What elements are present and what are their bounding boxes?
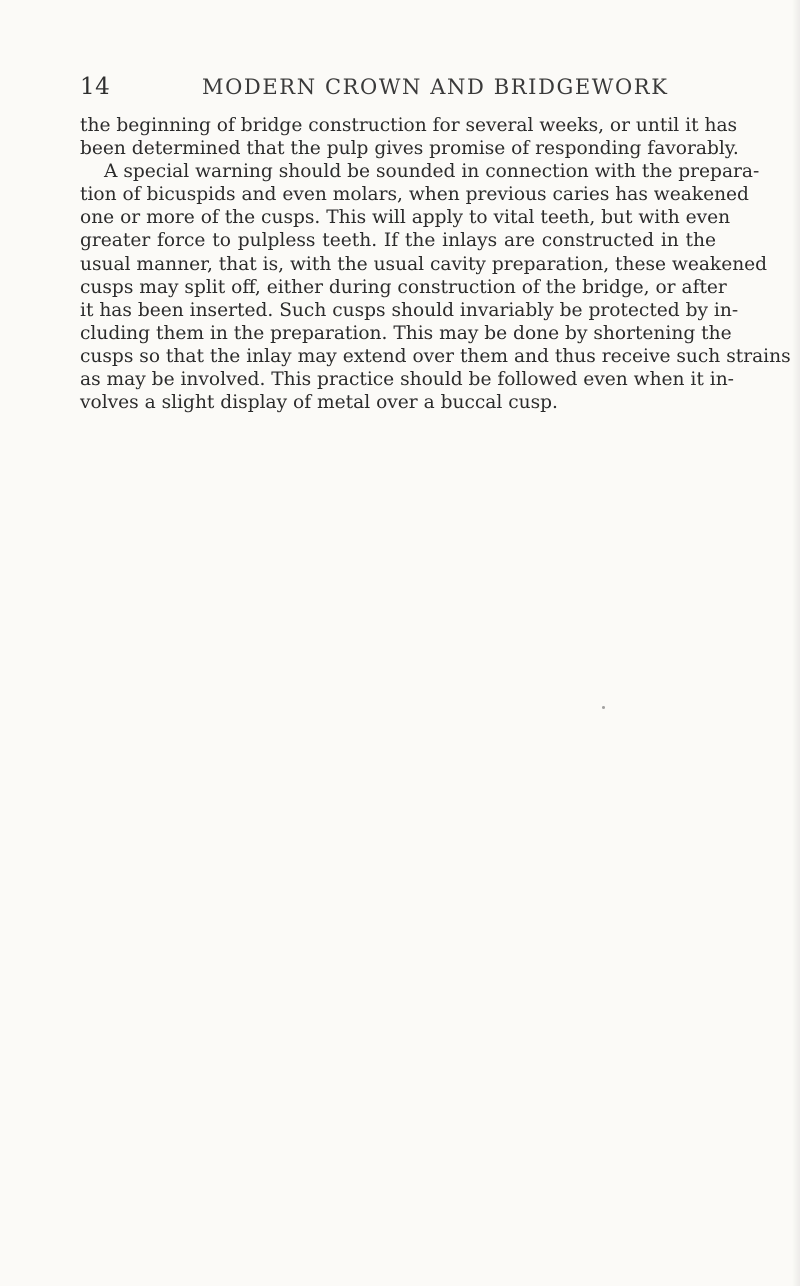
text-line: as may be involved. This practice should be followed even when it in- [80, 369, 734, 391]
text-line: usual manner, that is, with the usual cavity preparation, these weakened [80, 253, 768, 275]
text-line: cluding them in the preparation. This may be done by shortening the [80, 322, 732, 344]
text-line: volves a slight display of metal over a buccal cusp. [80, 392, 558, 414]
running-title: MODERN CROWN AND BRIDGEWORK [202, 75, 669, 99]
text-line: greater force to pulpless teeth. If the inlays are constructed in the [80, 230, 716, 252]
paper-speck [602, 706, 605, 709]
running-head [80, 74, 720, 110]
text-line: it has been inserted. Such cusps should invariably be protected by in- [80, 299, 739, 321]
body-text [80, 114, 791, 414]
page-number: 14 [80, 74, 111, 100]
text-line: cusps so that the inlay may extend over them and thus receive such strains [80, 345, 791, 367]
text-line: one or more of the cusps. This will apply to vital teeth, but with even [80, 207, 731, 229]
text-line: been determined that the pulp gives promise of responding favorably. [80, 138, 739, 160]
text-line: tion of bicuspids and even molars, when previous caries has weakened [80, 184, 749, 206]
text-line: A special warning should be sounded in connection with the prepara- [104, 161, 760, 183]
text-line: the beginning of bridge construction for several weeks, or until it has [80, 115, 738, 136]
page-edge-shadow [792, 0, 800, 1286]
text-line: cusps may split off, either during construction of the bridge, or after [80, 276, 727, 298]
